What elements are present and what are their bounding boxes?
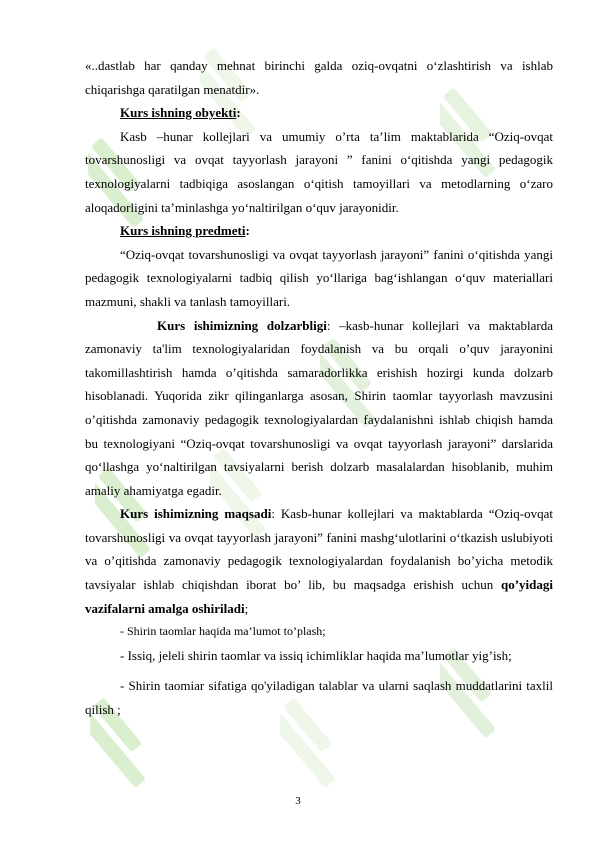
page-number: 3 (295, 795, 301, 807)
heading-predmet-colon: : (245, 223, 250, 239)
heading-maqsad: Kurs ishimizning maqsadi (120, 506, 272, 522)
list-item: - Issiq, jeleli shirin taomlar va issiq ichimliklar haqida ma’lumotlar yig’ish; (120, 647, 512, 663)
intro-paragraph: «..dastlab har qanday mehnat birinchi galda oziq-ovqatni o‘zlashtirish va ishlab chiqarishga qaratilgan menatdir». (85, 58, 553, 97)
heading-obyekt (85, 101, 553, 125)
predmet-paragraph: “Oziq-ovqat tovarshunosligi va ovqat tayyorlash jarayoni” fanini o‘qitishda yangi pedagogik texnologiyalarni tadbiq qilish yo‘llariga bag‘ishlangan o‘quv materiallari mazmuni, shakli va tanlash tamoyillari. (85, 246, 553, 309)
dolzarblik-text: : –kasb-hunar kollejlari va maktablarda zamonaviy ta'lim texnologiyalaridan foydalanish va bu orqali o’quv jarayonini takomillashtirish hamda o’qitishda samaradorlikka erishish hozirgi kunda dolzarb hisoblanadi. Yuqorida zikr qilinganlarga asosan, Shirin taomlar tayyorlash mavzusini o’qitishda zamonaviy pedagogik texnologiyalardan faydalanishni ishlab chiqish hamda bu texnologiyani “Oziq-ovqat tovarshunosligi va ovqat tayyorlash jarayoni” darslarida qo‘llashga yo‘naltirilgan tavsiyalarni berish dolzarb masalalardan hisoblanib, muhim amaliy ahamiyatga egadir. (85, 317, 553, 498)
heading-obyekt-colon: : (236, 105, 241, 121)
heading-predmet-text: Kurs ishning predmeti (120, 223, 246, 239)
maqsad-bold-text: qo’yidagi vazifalarni amalga oshiriladi (85, 577, 553, 616)
maqsad-end: ; (244, 600, 249, 616)
document-body (85, 54, 553, 722)
obyekt-paragraph: Kasb –hunar kollejlari va umumiy o’rta ta’lim maktablarida “Oziq-ovqat tovarshunosligi va ovqat tayyorlash jarayoni ” fanini o‘qitishda yangi pedagogik texnologiyalarni tadbiqiga asoslangan o‘qitish tamoyillari va metodlarning o‘zaro aloqadorligini ta’minlashga yo‘naltirilgan o‘quv jarayonidir. (85, 128, 553, 215)
heading-obyekt-text: Kurs ishning obyekti (120, 105, 237, 121)
maqsad-paragraph (85, 502, 553, 620)
dolzarblik-paragraph (85, 314, 553, 503)
heading-dolzarblik: Kurs ishimizning dolzarbligi (157, 317, 327, 333)
list-item: - Shirin taomlar haqida ma’lumot to’plash; (120, 624, 326, 639)
maqsad-text: : Kasb-hunar kollejlari va maktablarda “Oziq-ovqat tovarshunosligi va ovqat tayyorlash jarayoni” fanini mashg‘ulotlarini o‘tkazish uslubiyoti va o’qitishda zamonaviy pedagogik texnologiyalardan foydalanish bo’yicha metodik tavsiyalar ishlab chiqishdan iborat bo’ lib, bu maqsadga erishish uchun (85, 506, 554, 593)
list-item: - Shirin taomiar sifatiga qo'yiladigan talablar va ularni saqlash muddatlarini taxlil qilish ; (85, 678, 553, 718)
heading-predmet (85, 219, 553, 243)
